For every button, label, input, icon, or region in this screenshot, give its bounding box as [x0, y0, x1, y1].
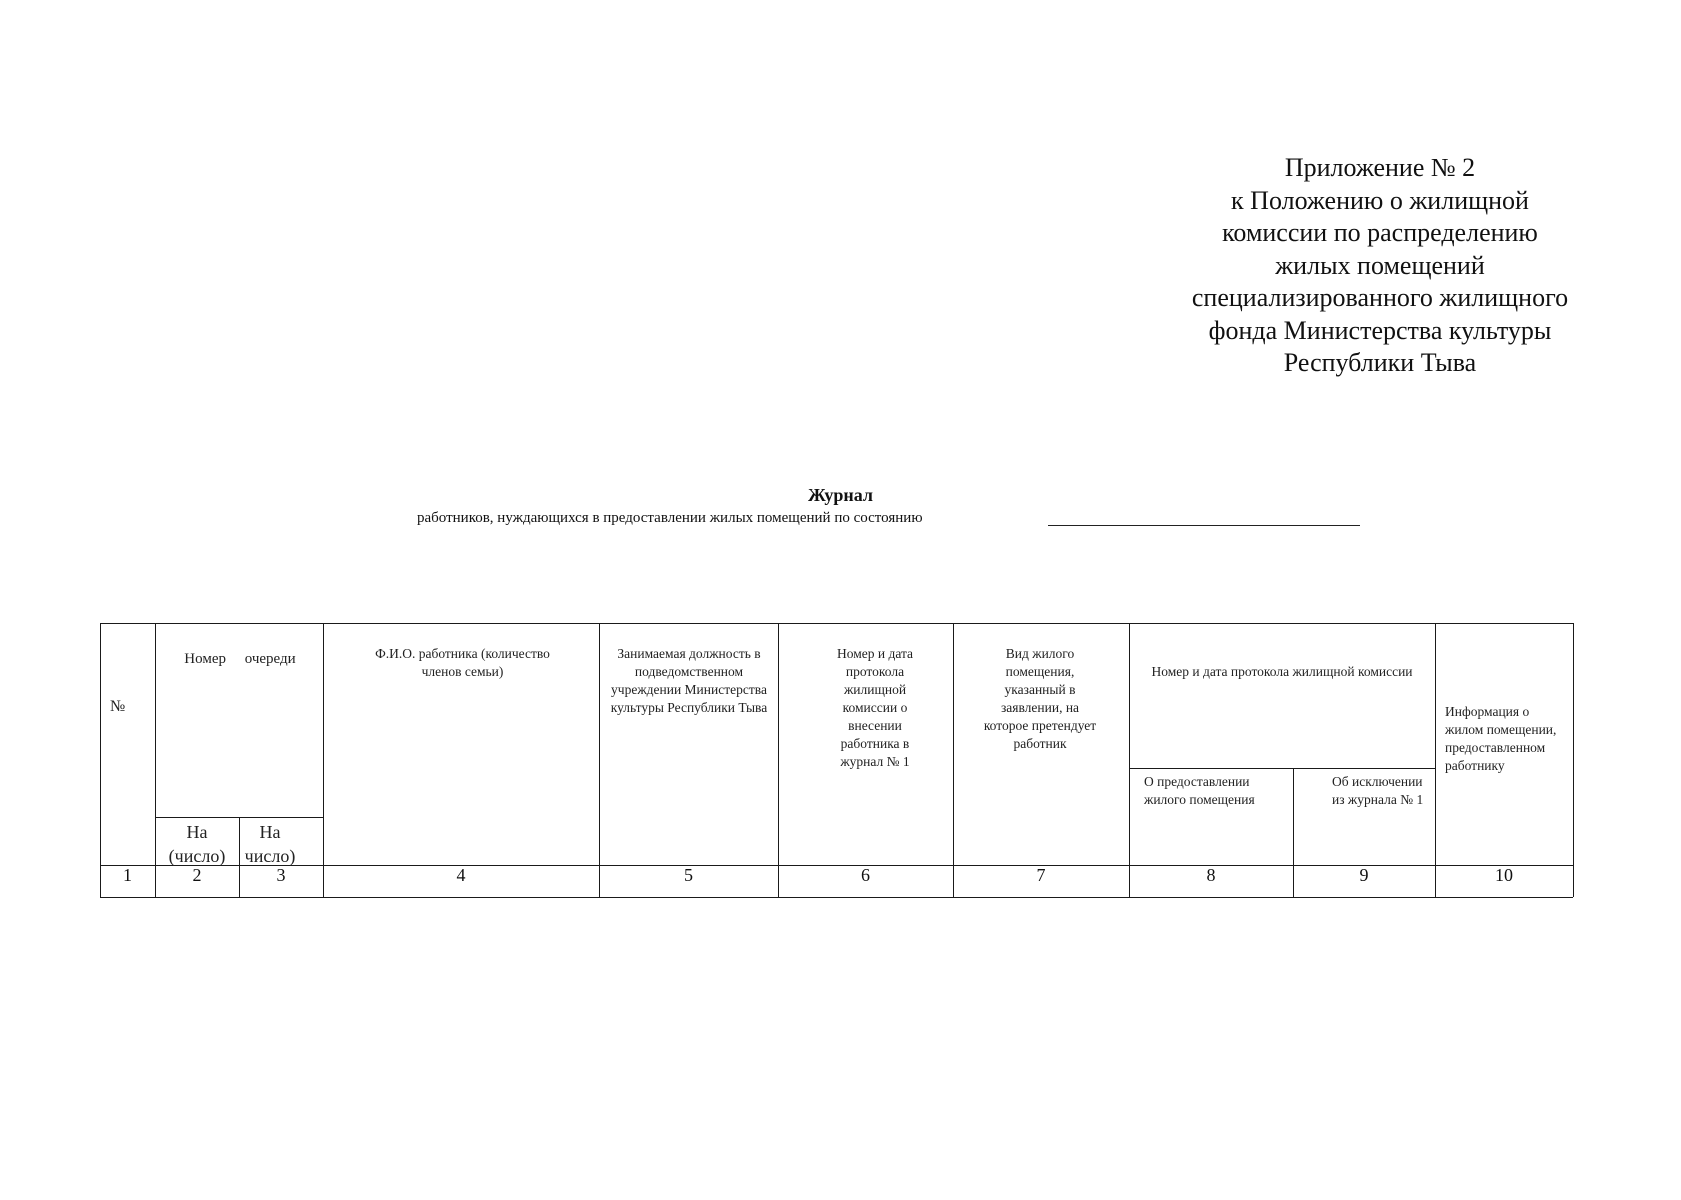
header-exclusion: Об исключении из журнала № 1 — [1332, 774, 1424, 807]
header-housing-type: Вид жилого помещения, указанный в заявлении, на которое претендует работник — [983, 646, 1097, 751]
journal-title: Журнал — [807, 485, 874, 505]
appendix-line: комиссии по распределению — [1222, 218, 1538, 247]
column-number: 6 — [861, 865, 870, 885]
appendix-line: фонда Министерства культуры — [1208, 315, 1552, 345]
column-number: 10 — [1495, 865, 1513, 885]
table-border-top — [100, 623, 1573, 624]
column-number: 3 — [276, 865, 286, 885]
column-number: 8 — [1206, 865, 1216, 885]
journal-table — [100, 623, 1573, 897]
table-border-bottom — [100, 897, 1573, 898]
header-housing-info: Информация о жилом помещении, предоставленном работнику — [1445, 704, 1557, 773]
appendix-line: специализированного жилищного — [1191, 283, 1569, 312]
header-queue: Номер очереди — [184, 651, 296, 667]
table-divider — [1129, 623, 1130, 897]
header-protocol-group: Номер и дата протокола жилищной комиссии — [1151, 664, 1413, 679]
appendix-line: Приложение № 2 — [1284, 153, 1476, 182]
date-blank-line — [1048, 525, 1360, 526]
column-number: 5 — [684, 865, 693, 885]
header-queue-date-b: На число) — [244, 822, 296, 866]
column-number: 7 — [1036, 865, 1046, 885]
table-divider — [953, 623, 954, 897]
journal-subtitle: работников, нуждающихся в предоставлении жилых помещений по состоянию — [417, 510, 923, 526]
table-divider — [155, 623, 156, 897]
table-border-left — [100, 623, 101, 897]
column-number: 9 — [1359, 865, 1369, 885]
table-divider — [1129, 768, 1435, 769]
table-divider — [778, 623, 779, 897]
header-protocol-entry: Номер и дата протокола жилищной комиссии о внесении работника в журнал № 1 — [836, 646, 914, 769]
header-full-name: Ф.И.О. работника (количество членов семьи) — [375, 646, 550, 679]
appendix-line: жилых помещений — [1275, 250, 1485, 280]
appendix-line: к Положению о жилищной — [1231, 185, 1529, 215]
table-border-right — [1573, 623, 1574, 897]
appendix-block — [1170, 152, 1590, 380]
appendix-line: Республики Тыва — [1283, 348, 1477, 377]
header-queue-date-a: На (число) — [168, 822, 226, 866]
table-divider — [1435, 623, 1436, 897]
column-number: 1 — [123, 865, 132, 885]
column-number: 2 — [192, 865, 202, 885]
table-divider — [599, 623, 600, 897]
header-provision: О предоставлении жилого помещения — [1144, 774, 1255, 807]
table-divider — [323, 623, 324, 897]
header-position: Занимаемая должность в подведомственном учреждении Министерства культуры Республики Тыва — [610, 646, 768, 715]
header-number: № — [110, 698, 126, 715]
column-number: 4 — [456, 865, 466, 885]
